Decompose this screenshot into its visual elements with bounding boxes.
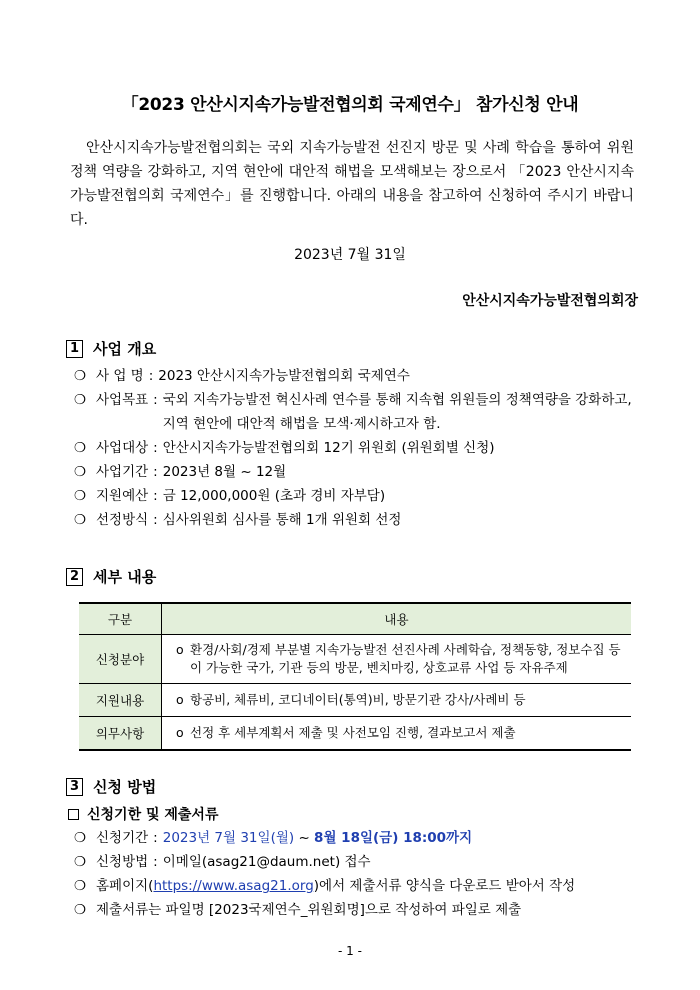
deadline-end: 8월 18일(금) 18:00까지	[314, 830, 473, 846]
section-1-title: 사업 개요	[93, 340, 157, 358]
table-row	[79, 717, 631, 751]
bullet-icon: ❍	[74, 392, 87, 408]
bullet-icon: ❍	[74, 854, 87, 870]
bullet-icon: ❍	[74, 902, 87, 918]
row-value	[162, 635, 632, 684]
subsection-heading	[68, 804, 218, 824]
homepage-suffix: )에서 제출서류 양식을 다운로드 받아서 작성	[313, 878, 576, 894]
list-item	[74, 460, 640, 484]
list-item	[74, 364, 640, 388]
bullet-icon: ❍	[74, 488, 87, 504]
item-label: 사업기간	[96, 464, 149, 480]
homepage-prefix: 홈페이지(	[96, 878, 154, 894]
item-bullet: o	[176, 725, 184, 740]
item-label: 신청기간	[96, 830, 149, 846]
item-value: 이메일(asag21@daum.net) 접수	[162, 854, 371, 870]
row-value-text: 항공비, 체류비, 코디네이터(통역)비, 방문기관 강사/사례비 등	[190, 692, 526, 707]
intro-paragraph: 안산시지속가능발전협의회는 국외 지속가능발전 선진지 방문 및 사례 학습을 통하여 위원 정책 역량을 강화하고, 지역 현안에 대안적 해법을 모색해보는 장으로서 「2023 안산시지속가능발전협의회 국제연수」를 진행합니다. 아래의 내용을 참고하여 신청하여 주시기 바랍니다.	[70, 140, 634, 228]
section-3-number: 3	[66, 778, 83, 796]
row-key: 지원내용	[79, 684, 162, 717]
item-label: 사업목표	[96, 392, 149, 408]
item-colon: :	[153, 854, 158, 870]
bullet-icon: ❍	[74, 830, 87, 846]
item-colon: :	[153, 512, 158, 528]
document-date: 2023년 7월 31일	[294, 247, 406, 263]
detail-table	[79, 602, 631, 751]
item-bullet: o	[176, 692, 184, 707]
row-key: 의무사항	[79, 717, 162, 751]
bullet-icon: ❍	[74, 878, 87, 894]
homepage-link[interactable]: https://www.asag21.org	[153, 878, 314, 894]
item-colon: :	[153, 488, 158, 504]
row-value-text: 선정 후 세부계획서 제출 및 사전모임 진행, 결과보고서 제출	[190, 725, 516, 740]
bullet-icon: ❍	[74, 464, 87, 480]
checkbox-square-icon	[68, 809, 79, 820]
item-value: 안산시지속가능발전협의회 12기 위원회 (위원회별 신청)	[162, 440, 495, 456]
item-colon: :	[153, 440, 158, 456]
list-item	[74, 484, 640, 508]
item-colon: :	[153, 464, 158, 480]
item-label: 신청방법	[96, 854, 149, 870]
document-title: 「2023 안산시지속가능발전협의회 국제연수」 참가신청 안내	[121, 95, 579, 115]
bullet-icon: ❍	[74, 368, 87, 384]
section-2-title: 세부 내용	[93, 568, 157, 586]
item-label: 지원예산	[96, 488, 149, 504]
row-value-text: 환경/사회/경제 부분별 지속가능발전 선진사례 사례학습, 정책동향, 정보수집 등이 가능한 국가, 기관 등의 방문, 벤치마킹, 상호교류 사업 등 자유주제	[190, 642, 621, 675]
table-header-row	[79, 603, 631, 635]
item-label: 사 업 명	[96, 368, 144, 384]
issuer-name: 안산시지속가능발전협의회장	[462, 293, 638, 309]
row-value	[162, 717, 632, 751]
section-3-list	[74, 826, 640, 922]
item-value: 2023년 8월 ~ 12월	[162, 464, 287, 480]
column-header-content: 내용	[162, 603, 632, 635]
item-colon: :	[148, 368, 154, 384]
row-value	[162, 684, 632, 717]
deadline-start: 2023년 7월 31일(월)	[162, 830, 295, 846]
item-value: 심사위원회 심사를 통해 1개 위원회 선정	[162, 512, 402, 528]
list-item-homepage	[74, 874, 640, 898]
item-value: 2023 안산시지속가능발전협의회 국제연수	[158, 368, 410, 384]
section-2-number: 2	[66, 568, 83, 586]
row-key: 신청분야	[79, 635, 162, 684]
item-label: 선정방식	[96, 512, 149, 528]
bullet-icon: ❍	[74, 440, 87, 456]
item-value: 제출서류는 파일명 [2023국제연수_위원회명]으로 작성하여 파일로 제출	[96, 902, 522, 918]
list-item-deadline	[74, 826, 640, 850]
table-row	[79, 635, 631, 684]
item-value: 국외 지속가능발전 혁신사례 연수를 통해 지속협 위원들의 정책역량을 강화하고, 지역 현안에 대안적 해법을 모색·제시하고자 함.	[162, 392, 632, 432]
section-1-number: 1	[66, 340, 83, 358]
subsection-title: 신청기한 및 제출서류	[87, 807, 219, 823]
item-bullet: o	[176, 642, 184, 657]
section-3-title: 신청 방법	[93, 778, 157, 796]
list-item	[74, 436, 640, 460]
column-header-category: 구분	[79, 603, 162, 635]
list-item-filename	[74, 898, 640, 922]
item-colon: :	[153, 830, 158, 846]
page-number: - 1 -	[338, 944, 362, 958]
list-item	[74, 388, 640, 436]
section-1-list	[74, 364, 640, 532]
table-row	[79, 684, 631, 717]
section-3-heading	[66, 776, 156, 797]
list-item	[74, 508, 640, 532]
bullet-icon: ❍	[74, 512, 87, 528]
item-label: 사업대상	[96, 440, 149, 456]
item-value: 금 12,000,000원 (초과 경비 자부담)	[162, 488, 386, 504]
list-item-method	[74, 850, 640, 874]
section-2-heading	[66, 566, 156, 587]
section-1-heading	[66, 338, 156, 359]
deadline-tilde: ~	[298, 830, 310, 846]
item-colon: :	[153, 392, 158, 408]
